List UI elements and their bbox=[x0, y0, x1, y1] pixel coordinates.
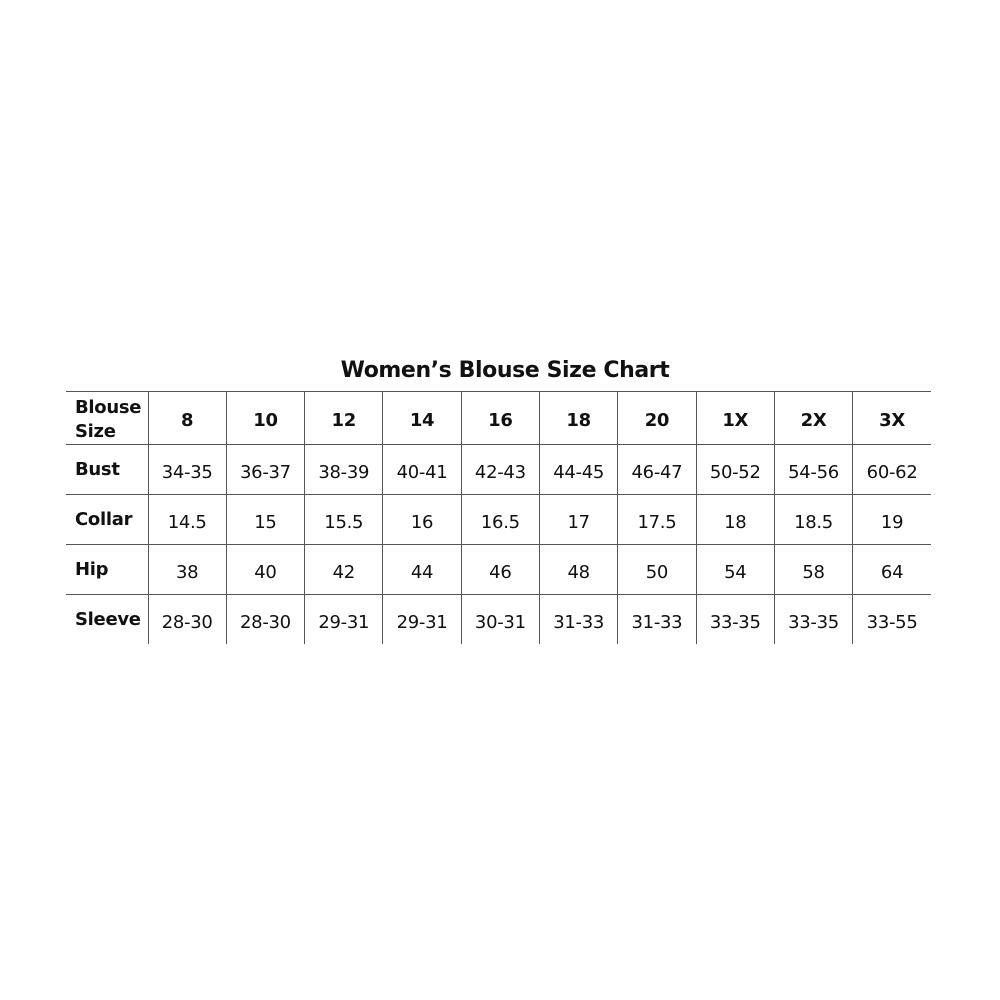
header-label: Blouse Size bbox=[66, 392, 148, 445]
table-cell: 31-33 bbox=[539, 595, 617, 645]
table-cell: 42-43 bbox=[461, 445, 539, 495]
table-cell: 29-31 bbox=[383, 595, 461, 645]
size-header: 12 bbox=[305, 392, 383, 445]
size-header: 1X bbox=[696, 392, 774, 445]
row-label-sleeve: Sleeve bbox=[66, 595, 148, 645]
table-cell: 17 bbox=[539, 495, 617, 545]
size-header: 14 bbox=[383, 392, 461, 445]
table-cell: 16.5 bbox=[461, 495, 539, 545]
row-label-hip: Hip bbox=[66, 545, 148, 595]
table-cell: 19 bbox=[853, 495, 931, 545]
table-cell: 48 bbox=[539, 545, 617, 595]
table-cell: 46 bbox=[461, 545, 539, 595]
table-cell: 36-37 bbox=[226, 445, 304, 495]
table-cell: 42 bbox=[305, 545, 383, 595]
table-cell: 60-62 bbox=[853, 445, 931, 495]
table-cell: 31-33 bbox=[618, 595, 696, 645]
table-cell: 30-31 bbox=[461, 595, 539, 645]
table-cell: 16 bbox=[383, 495, 461, 545]
table-cell: 40-41 bbox=[383, 445, 461, 495]
table-cell: 54-56 bbox=[774, 445, 852, 495]
table-row-hip bbox=[66, 545, 931, 595]
size-header: 16 bbox=[461, 392, 539, 445]
table-cell: 15 bbox=[226, 495, 304, 545]
table-cell: 50-52 bbox=[696, 445, 774, 495]
size-chart-table bbox=[66, 391, 931, 644]
table-row-sleeve bbox=[66, 595, 931, 645]
size-header: 3X bbox=[853, 392, 931, 445]
table-cell: 50 bbox=[618, 545, 696, 595]
table-cell: 33-35 bbox=[774, 595, 852, 645]
table-row-bust bbox=[66, 445, 931, 495]
row-label-bust: Bust bbox=[66, 445, 148, 495]
table-cell: 46-47 bbox=[618, 445, 696, 495]
table-cell: 33-35 bbox=[696, 595, 774, 645]
table-cell: 28-30 bbox=[148, 595, 226, 645]
table-cell: 38-39 bbox=[305, 445, 383, 495]
chart-title: Women’s Blouse Size Chart bbox=[340, 358, 670, 383]
table-cell: 44-45 bbox=[539, 445, 617, 495]
table-cell: 18 bbox=[696, 495, 774, 545]
table-header-row bbox=[66, 392, 931, 445]
size-header: 18 bbox=[539, 392, 617, 445]
table-cell: 28-30 bbox=[226, 595, 304, 645]
size-header: 10 bbox=[226, 392, 304, 445]
table-cell: 18.5 bbox=[774, 495, 852, 545]
table-cell: 54 bbox=[696, 545, 774, 595]
table-cell: 14.5 bbox=[148, 495, 226, 545]
table-row-collar bbox=[66, 495, 931, 545]
table-cell: 44 bbox=[383, 545, 461, 595]
size-header: 20 bbox=[618, 392, 696, 445]
table-cell: 64 bbox=[853, 545, 931, 595]
size-header: 2X bbox=[774, 392, 852, 445]
row-label-collar: Collar bbox=[66, 495, 148, 545]
table-cell: 15.5 bbox=[305, 495, 383, 545]
table-cell: 33-55 bbox=[853, 595, 931, 645]
table-cell: 40 bbox=[226, 545, 304, 595]
size-header: 8 bbox=[148, 392, 226, 445]
table-cell: 58 bbox=[774, 545, 852, 595]
table-cell: 38 bbox=[148, 545, 226, 595]
table-cell: 17.5 bbox=[618, 495, 696, 545]
table-cell: 34-35 bbox=[148, 445, 226, 495]
table-cell: 29-31 bbox=[305, 595, 383, 645]
